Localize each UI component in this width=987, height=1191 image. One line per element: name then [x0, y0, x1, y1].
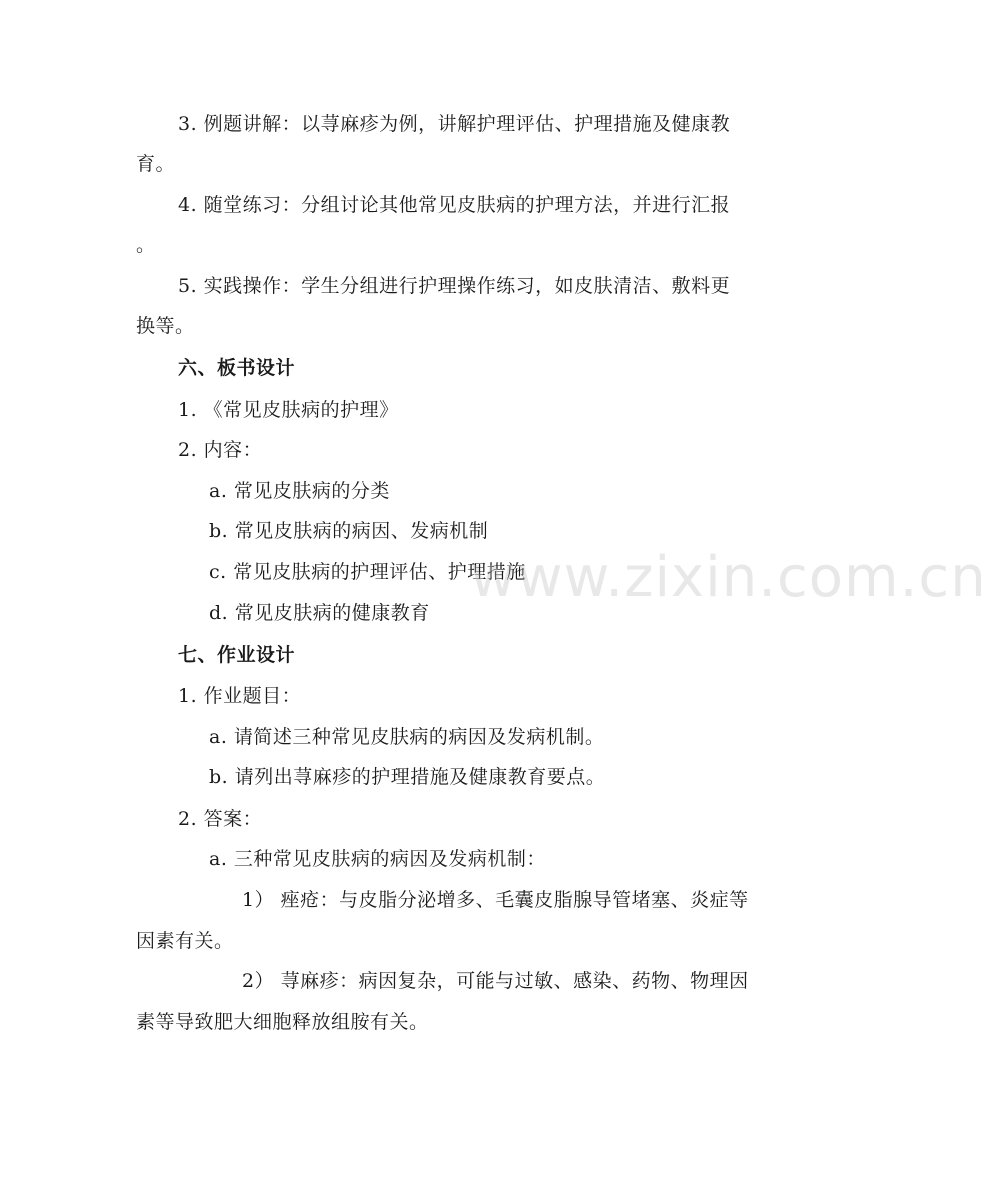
- list-item: 1. 《常见皮肤病的护理》: [178, 399, 399, 421]
- paragraph-line: 3. 例题讲解：以荨麻疹为例，讲解护理评估、护理措施及健康教: [178, 113, 731, 135]
- list-item: 1. 作业题目：: [178, 685, 302, 707]
- list-item: 2. 答案：: [178, 808, 263, 830]
- sub-list-item: a. 请简述三种常见皮肤病的病因及发病机制。: [209, 726, 605, 748]
- paragraph-line: 换等。: [136, 315, 195, 337]
- sub-list-item: b. 常见皮肤病的病因、发病机制: [209, 520, 489, 542]
- sub-list-item: a. 三种常见皮肤病的病因及发病机制：: [209, 848, 546, 870]
- answer-line: 2） 荨麻疹：病因复杂，可能与过敏、感染、药物、物理因: [242, 970, 749, 992]
- answer-line: 素等导致肥大细胞释放组胺有关。: [136, 1011, 429, 1033]
- paragraph-line: 。: [136, 234, 156, 256]
- answer-line: 因素有关。: [136, 930, 234, 952]
- section-heading: 六、板书设计: [178, 357, 296, 379]
- answer-line: 1） 痤疮：与皮脂分泌增多、毛囊皮脂腺导管堵塞、炎症等: [242, 889, 749, 911]
- sub-list-item: c. 常见皮肤病的护理评估、护理措施: [209, 561, 526, 583]
- paragraph-line: 5. 实践操作：学生分组进行护理操作练习，如皮肤清洁、敷料更: [178, 275, 731, 297]
- watermark: www.zixin.com.cn: [470, 545, 987, 610]
- sub-list-item: a. 常见皮肤病的分类: [209, 480, 390, 502]
- list-item: 2. 内容：: [178, 439, 263, 461]
- paragraph-line: 育。: [136, 153, 176, 175]
- sub-list-item: d. 常见皮肤病的健康教育: [209, 602, 430, 624]
- paragraph-line: 4. 随堂练习：分组讨论其他常见皮肤病的护理方法，并进行汇报: [178, 194, 731, 216]
- sub-list-item: b. 请列出荨麻疹的护理措施及健康教育要点。: [209, 766, 606, 788]
- section-heading: 七、作业设计: [178, 644, 296, 666]
